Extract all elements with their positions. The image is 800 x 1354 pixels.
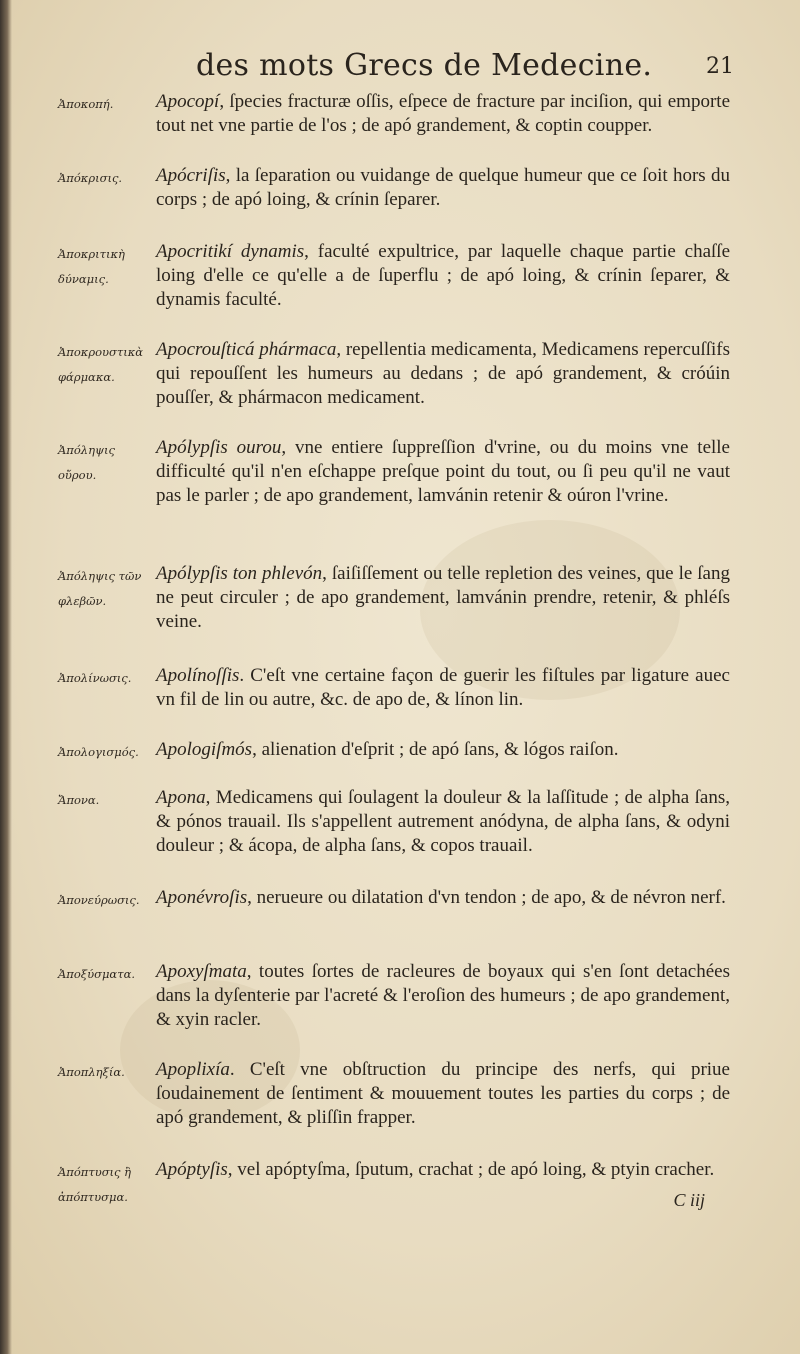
definition: , faculté expultrice, par laquelle chaque partie chaſſe loing d'elle ce qu'elle a de ſuperflu ; de apó loing, & crínin ſeparer, & dynamis faculté. (156, 241, 730, 310)
greek-term: Ἀπόληψις τῶν φλεβῶν. (58, 569, 142, 608)
headword: Apologiſmós (156, 739, 253, 760)
greek-term: Ἀποκοπή. (58, 97, 114, 111)
glossary-entry (0, 562, 800, 638)
definition: , nerueure ou dilatation d'vn tendon ; de apo, & de névron nerf. (247, 887, 726, 908)
entry-body (156, 664, 730, 712)
glossary-entry (0, 960, 800, 1036)
entry-body (156, 1158, 730, 1182)
entry-body (156, 338, 730, 410)
glossary-entry (0, 738, 800, 764)
entry-body (156, 886, 730, 910)
headword: Apócriſis (156, 165, 226, 186)
headword: Apóptyſis (156, 1159, 228, 1180)
greek-term: Ἀπονεύρωσις. (58, 893, 140, 907)
glossary-entry (0, 338, 800, 410)
headword: Apoxyſmata (156, 961, 247, 982)
glossary-entry (0, 1058, 800, 1134)
greek-term: Ἀποκριτικὴ δύναμις. (58, 247, 125, 286)
headword: Apolínoſſis (156, 665, 240, 686)
entry-body (156, 164, 730, 212)
greek-term: Ἀποξύσματα. (58, 967, 135, 981)
page-number: 21 (706, 54, 734, 79)
glossary-entry (0, 786, 800, 862)
entry-body (156, 738, 730, 762)
headword: Apoplixía (156, 1059, 230, 1080)
headword: Apocrouſticá phármaca (156, 339, 337, 360)
entry-body (156, 436, 730, 508)
glossary-entry (0, 436, 800, 536)
definition: , ſaiſiſſement ou telle repletion des veines, que le ſang ne peut circuler ; de apo grandement, lamvánin prendre, retenir, & phléſs veine. (156, 563, 730, 632)
running-title: des mots Grecs de Medecine. (196, 48, 653, 83)
greek-term: Ἀπόκρισις. (58, 171, 123, 185)
glossary-entry (0, 664, 800, 714)
greek-term: Ἀπόληψις οὔρου. (58, 443, 115, 482)
headword: Apólypſis ourou (156, 437, 282, 458)
entry-body (156, 562, 730, 634)
definition: , repellentia medicamenta, Medicamens repercuſſifs qui repouſſent les humeurs au dedans ; de apó grandement, & cróúin pouſſer, & phármacon medicament. (156, 339, 730, 408)
headword: Aponévroſis (156, 887, 248, 908)
definition: , Medicamens qui ſoulagent la douleur & la laſſitude ; de alpha ſans, & pónos trauail. Ils s'appellent autrement anódyna, de alpha ſans, & odyni douleur ; & ácopa, de alpha ſans, & copos trauail. (156, 787, 730, 856)
glossary-entry (0, 164, 800, 214)
definition: , la ſeparation ou vuidange de quelque humeur que ce ſoit hors du corps ; de apó loing, & crínin ſeparer. (156, 165, 730, 210)
glossary-entry (0, 886, 800, 936)
definition: , vel apóptyſma, ſputum, crachat ; de apó loing, & ptyin cracher. (227, 1159, 715, 1180)
entry-body (156, 786, 730, 858)
headword: Apocopí (156, 91, 220, 112)
greek-term: Ἀπολίνωσις. (58, 671, 132, 685)
headword: Apona (156, 787, 206, 808)
entry-body (156, 90, 730, 138)
definition: . C'eſt vne certaine façon de guerir les fiſtules par ligature auec vn fil de lin ou autre, &c. de apo de, & línon lin. (156, 665, 730, 710)
page-header (0, 46, 800, 86)
signature-mark: C iij (673, 1190, 705, 1210)
headword: Apólypſis ton phlevón (156, 563, 323, 584)
entry-body (156, 1058, 730, 1130)
greek-term: Ἀπόπτυσις ἢ ἀπόπτυσμα. (58, 1165, 132, 1204)
headword: Apocritikí dynamis (156, 241, 305, 262)
entry-body (156, 960, 730, 1032)
entry-body (156, 240, 730, 312)
greek-term: Ἀποκρουστικὰ φάρμακα. (58, 345, 144, 384)
glossary-entry (0, 240, 800, 312)
glossary-entry (0, 90, 800, 162)
definition: , toutes ſortes de racleures de boyaux qui s'en ſont detachées dans la dyſenterie par l'acreté & l'eroſion des humeurs ; de apo grandement, & xyin racler. (156, 961, 730, 1030)
greek-term: Ἄπονα. (58, 793, 100, 807)
greek-term: Ἀποπληξία. (58, 1065, 125, 1079)
definition: , ſpecies fracturæ oſſis, eſpece de fracture par inciſion, qui emporte tout net vne partie de l'os ; de apó grandement, & coptin coupper. (156, 91, 730, 136)
definition: , alienation d'eſprit ; de apó ſans, & lógos raiſon. (252, 739, 619, 760)
definition: . C'eſt vne obſtruction du principe des nerfs, qui priue ſoudainement de ſentiment & mouuement toutes les parties du corps ; de apó grandement, & pliſſin frapper. (156, 1059, 730, 1128)
definition: , vne entiere ſuppreſſion d'vrine, ou du moins vne telle difficulté qu'il n'en eſchappe preſque point du tout, ou ſi peu qu'il ne vaut pas le parler ; de apo grandement, lamvánin retenir & oúron l'vrine. (156, 437, 730, 506)
greek-term: Ἀπολογισμός. (58, 745, 139, 759)
